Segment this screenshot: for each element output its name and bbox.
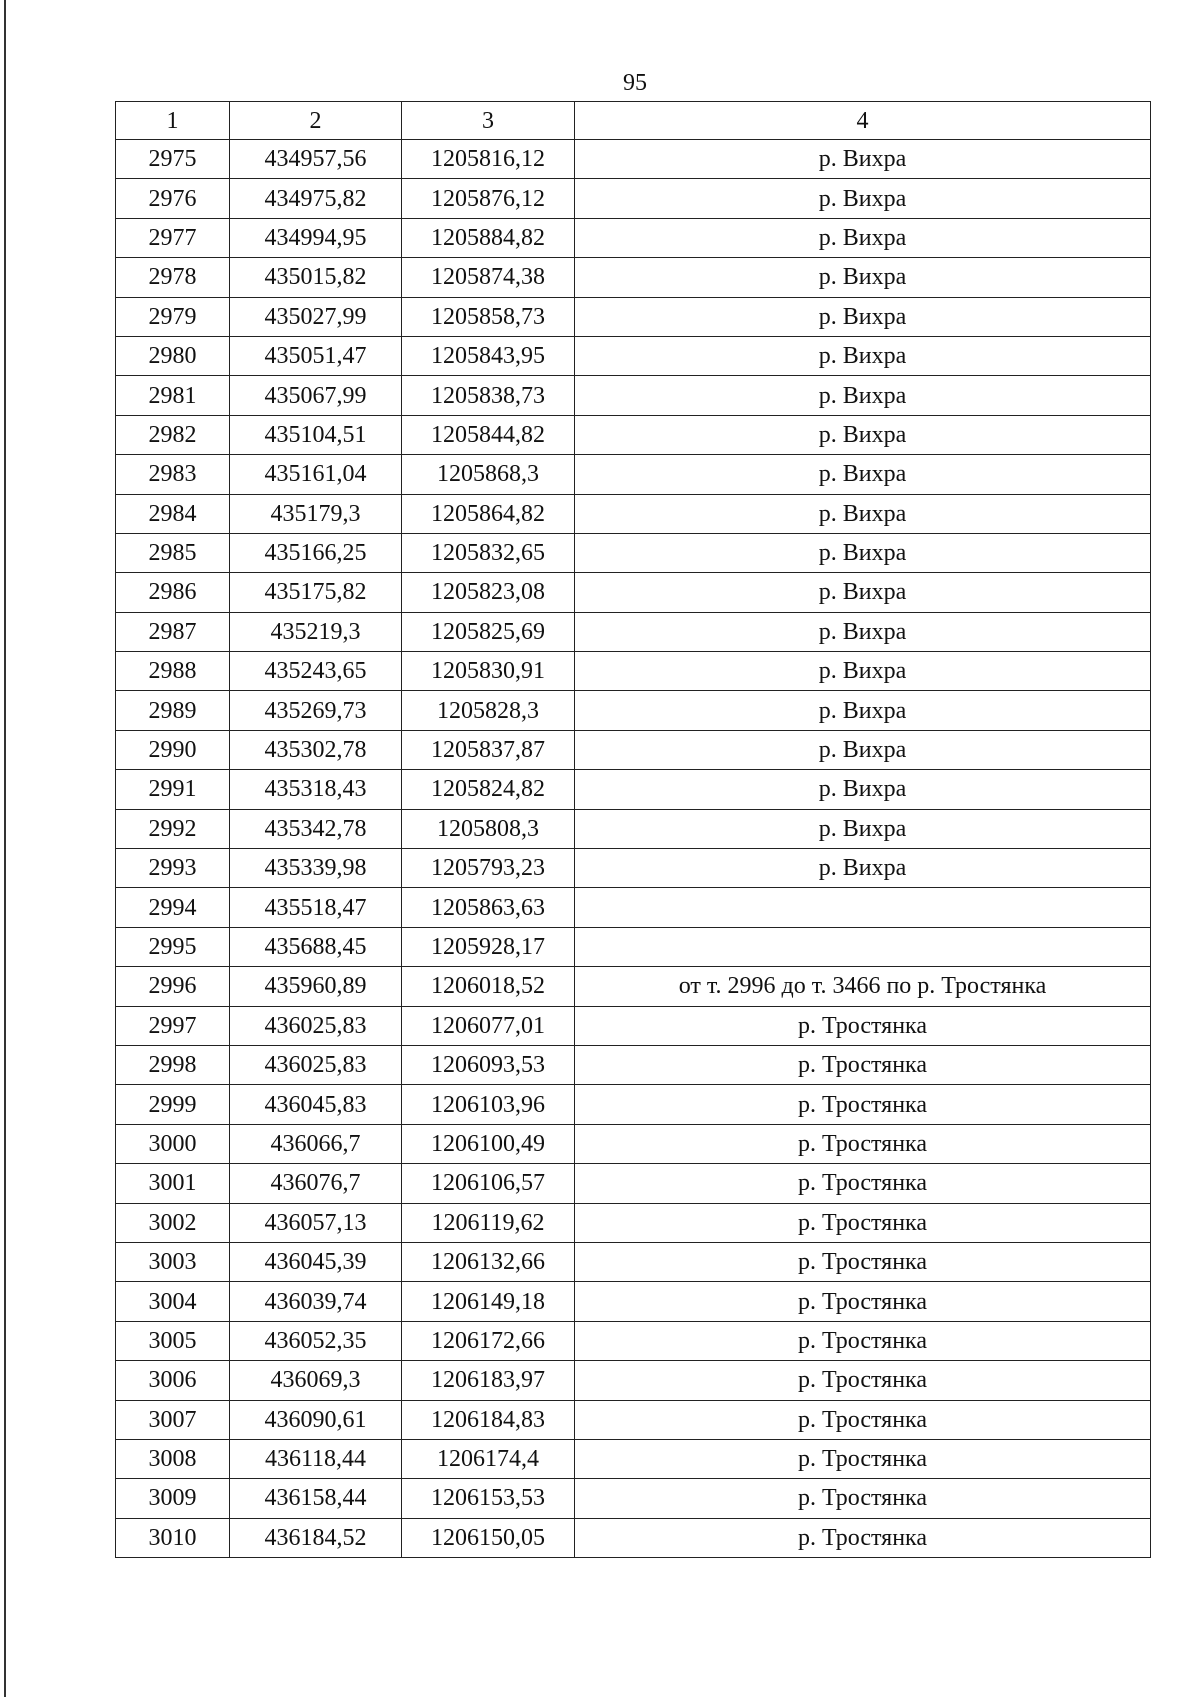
table-row [116, 455, 1151, 494]
y-coordinate-cell: 1206077,01 [402, 1006, 575, 1045]
description-cell: р. Тростянка [575, 1124, 1151, 1163]
x-coordinate-cell: 435518,47 [230, 888, 402, 927]
table-body [116, 140, 1151, 1558]
description-cell: р. Тростянка [575, 1321, 1151, 1360]
y-coordinate-cell: 1206183,97 [402, 1361, 575, 1400]
description-cell: р. Вихра [575, 533, 1151, 572]
table-row [116, 1518, 1151, 1557]
y-coordinate-cell: 1205823,08 [402, 573, 575, 612]
y-coordinate-cell: 1206149,18 [402, 1282, 575, 1321]
point-number-cell: 2994 [116, 888, 230, 927]
x-coordinate-cell: 436025,83 [230, 1006, 402, 1045]
point-number-cell: 2995 [116, 927, 230, 966]
point-number-cell: 3010 [116, 1518, 230, 1557]
table-header-row [116, 102, 1151, 140]
point-number-cell: 3007 [116, 1400, 230, 1439]
x-coordinate-cell: 435027,99 [230, 297, 402, 336]
x-coordinate-cell: 436052,35 [230, 1321, 402, 1360]
x-coordinate-cell: 434994,95 [230, 218, 402, 257]
x-coordinate-cell: 435166,25 [230, 533, 402, 572]
table-row [116, 927, 1151, 966]
point-number-cell: 2983 [116, 455, 230, 494]
y-coordinate-cell: 1205928,17 [402, 927, 575, 966]
point-number-cell: 3002 [116, 1203, 230, 1242]
table-row [116, 1006, 1151, 1045]
table-row [116, 415, 1151, 454]
x-coordinate-cell: 436066,7 [230, 1124, 402, 1163]
y-coordinate-cell: 1205868,3 [402, 455, 575, 494]
table-row [116, 691, 1151, 730]
point-number-cell: 3004 [116, 1282, 230, 1321]
point-number-cell: 2992 [116, 809, 230, 848]
y-coordinate-cell: 1205832,65 [402, 533, 575, 572]
x-coordinate-cell: 435269,73 [230, 691, 402, 730]
x-coordinate-cell: 436118,44 [230, 1439, 402, 1478]
x-coordinate-cell: 436045,39 [230, 1242, 402, 1281]
table-row [116, 376, 1151, 415]
table-row [116, 612, 1151, 651]
table-row [116, 179, 1151, 218]
y-coordinate-cell: 1206150,05 [402, 1518, 575, 1557]
y-coordinate-cell: 1206093,53 [402, 1045, 575, 1084]
header-cell-y-coordinate: 3 [402, 102, 575, 140]
point-number-cell: 2993 [116, 849, 230, 888]
point-number-cell: 2989 [116, 691, 230, 730]
table-row [116, 809, 1151, 848]
description-cell: р. Тростянка [575, 1045, 1151, 1084]
point-number-cell: 2987 [116, 612, 230, 651]
y-coordinate-cell: 1205844,82 [402, 415, 575, 454]
y-coordinate-cell: 1205808,3 [402, 809, 575, 848]
y-coordinate-cell: 1206174,4 [402, 1439, 575, 1478]
point-number-cell: 2998 [116, 1045, 230, 1084]
point-number-cell: 2986 [116, 573, 230, 612]
x-coordinate-cell: 436039,74 [230, 1282, 402, 1321]
point-number-cell: 3003 [116, 1242, 230, 1281]
page-number: 95 [623, 70, 647, 96]
x-coordinate-cell: 436184,52 [230, 1518, 402, 1557]
y-coordinate-cell: 1205884,82 [402, 218, 575, 257]
table-row [116, 1282, 1151, 1321]
table-row [116, 218, 1151, 257]
description-cell: р. Вихра [575, 455, 1151, 494]
x-coordinate-cell: 435339,98 [230, 849, 402, 888]
x-coordinate-cell: 436057,13 [230, 1203, 402, 1242]
table-row [116, 573, 1151, 612]
point-number-cell: 2984 [116, 494, 230, 533]
y-coordinate-cell: 1206172,66 [402, 1321, 575, 1360]
x-coordinate-cell: 434975,82 [230, 179, 402, 218]
x-coordinate-cell: 435179,3 [230, 494, 402, 533]
x-coordinate-cell: 436090,61 [230, 1400, 402, 1439]
x-coordinate-cell: 435302,78 [230, 730, 402, 769]
y-coordinate-cell: 1205824,82 [402, 770, 575, 809]
x-coordinate-cell: 435318,43 [230, 770, 402, 809]
table-row [116, 652, 1151, 691]
table-row [116, 336, 1151, 375]
description-cell: р. Тростянка [575, 1361, 1151, 1400]
y-coordinate-cell: 1206153,53 [402, 1479, 575, 1518]
point-number-cell: 2977 [116, 218, 230, 257]
x-coordinate-cell: 435219,3 [230, 612, 402, 651]
description-cell: р. Тростянка [575, 1242, 1151, 1281]
y-coordinate-cell: 1205876,12 [402, 179, 575, 218]
description-cell: р. Вихра [575, 494, 1151, 533]
point-number-cell: 2990 [116, 730, 230, 769]
coordinates-table [115, 101, 1151, 1558]
x-coordinate-cell: 436069,3 [230, 1361, 402, 1400]
y-coordinate-cell: 1206103,96 [402, 1085, 575, 1124]
y-coordinate-cell: 1206106,57 [402, 1164, 575, 1203]
x-coordinate-cell: 436076,7 [230, 1164, 402, 1203]
y-coordinate-cell: 1206018,52 [402, 967, 575, 1006]
description-cell [575, 888, 1151, 927]
point-number-cell: 2975 [116, 140, 230, 179]
description-cell: р. Тростянка [575, 1400, 1151, 1439]
table-row [116, 258, 1151, 297]
point-number-cell: 2997 [116, 1006, 230, 1045]
point-number-cell: 2999 [116, 1085, 230, 1124]
description-cell: р. Вихра [575, 573, 1151, 612]
description-cell: р. Тростянка [575, 1085, 1151, 1124]
point-number-cell: 2985 [116, 533, 230, 572]
binding-line [4, 0, 6, 1697]
point-number-cell: 2980 [116, 336, 230, 375]
x-coordinate-cell: 436025,83 [230, 1045, 402, 1084]
table-row [116, 1085, 1151, 1124]
point-number-cell: 2979 [116, 297, 230, 336]
y-coordinate-cell: 1205825,69 [402, 612, 575, 651]
point-number-cell: 3008 [116, 1439, 230, 1478]
description-cell: р. Вихра [575, 376, 1151, 415]
table-row [116, 1164, 1151, 1203]
table-row [116, 1045, 1151, 1084]
y-coordinate-cell: 1205864,82 [402, 494, 575, 533]
table-row [116, 1400, 1151, 1439]
table-row [116, 1203, 1151, 1242]
table-row [116, 888, 1151, 927]
x-coordinate-cell: 435175,82 [230, 573, 402, 612]
description-cell: р. Тростянка [575, 1439, 1151, 1478]
y-coordinate-cell: 1205830,91 [402, 652, 575, 691]
x-coordinate-cell: 434957,56 [230, 140, 402, 179]
description-cell: р. Тростянка [575, 1479, 1151, 1518]
y-coordinate-cell: 1206132,66 [402, 1242, 575, 1281]
y-coordinate-cell: 1206100,49 [402, 1124, 575, 1163]
table-row [116, 1242, 1151, 1281]
header-cell-x-coordinate: 2 [230, 102, 402, 140]
x-coordinate-cell: 435243,65 [230, 652, 402, 691]
description-cell: р. Вихра [575, 336, 1151, 375]
table-row [116, 140, 1151, 179]
header-cell-point-number: 1 [116, 102, 230, 140]
description-cell [575, 927, 1151, 966]
point-number-cell: 3006 [116, 1361, 230, 1400]
x-coordinate-cell: 435067,99 [230, 376, 402, 415]
y-coordinate-cell: 1205793,23 [402, 849, 575, 888]
description-cell: р. Вихра [575, 849, 1151, 888]
x-coordinate-cell: 436045,83 [230, 1085, 402, 1124]
point-number-cell: 2988 [116, 652, 230, 691]
y-coordinate-cell: 1205874,38 [402, 258, 575, 297]
table-row [116, 1439, 1151, 1478]
description-cell: р. Тростянка [575, 1282, 1151, 1321]
description-cell: р. Вихра [575, 140, 1151, 179]
point-number-cell: 2982 [116, 415, 230, 454]
description-cell: р. Тростянка [575, 1518, 1151, 1557]
description-cell: р. Вихра [575, 809, 1151, 848]
y-coordinate-cell: 1205863,63 [402, 888, 575, 927]
y-coordinate-cell: 1205828,3 [402, 691, 575, 730]
y-coordinate-cell: 1206184,83 [402, 1400, 575, 1439]
table-row [116, 1361, 1151, 1400]
table-row [116, 1124, 1151, 1163]
description-cell: р. Тростянка [575, 1203, 1151, 1242]
table-row [116, 297, 1151, 336]
description-cell: от т. 2996 до т. 3466 по р. Тростянка [575, 967, 1151, 1006]
description-cell: р. Вихра [575, 730, 1151, 769]
x-coordinate-cell: 435104,51 [230, 415, 402, 454]
point-number-cell: 2981 [116, 376, 230, 415]
table-row [116, 849, 1151, 888]
y-coordinate-cell: 1206119,62 [402, 1203, 575, 1242]
description-cell: р. Вихра [575, 415, 1151, 454]
description-cell: р. Вихра [575, 179, 1151, 218]
x-coordinate-cell: 435688,45 [230, 927, 402, 966]
table-row [116, 533, 1151, 572]
description-cell: р. Вихра [575, 258, 1151, 297]
point-number-cell: 3000 [116, 1124, 230, 1163]
x-coordinate-cell: 435015,82 [230, 258, 402, 297]
description-cell: р. Вихра [575, 652, 1151, 691]
description-cell: р. Вихра [575, 297, 1151, 336]
table-row [116, 1321, 1151, 1360]
point-number-cell: 2978 [116, 258, 230, 297]
point-number-cell: 2991 [116, 770, 230, 809]
description-cell: р. Вихра [575, 770, 1151, 809]
description-cell: р. Тростянка [575, 1164, 1151, 1203]
y-coordinate-cell: 1205837,87 [402, 730, 575, 769]
x-coordinate-cell: 435051,47 [230, 336, 402, 375]
point-number-cell: 3001 [116, 1164, 230, 1203]
table-row [116, 730, 1151, 769]
y-coordinate-cell: 1205816,12 [402, 140, 575, 179]
y-coordinate-cell: 1205858,73 [402, 297, 575, 336]
x-coordinate-cell: 435161,04 [230, 455, 402, 494]
y-coordinate-cell: 1205843,95 [402, 336, 575, 375]
point-number-cell: 2996 [116, 967, 230, 1006]
description-cell: р. Вихра [575, 691, 1151, 730]
table-row [116, 494, 1151, 533]
x-coordinate-cell: 435342,78 [230, 809, 402, 848]
description-cell: р. Вихра [575, 218, 1151, 257]
header-cell-description: 4 [575, 102, 1151, 140]
x-coordinate-cell: 435960,89 [230, 967, 402, 1006]
point-number-cell: 2976 [116, 179, 230, 218]
table-row [116, 967, 1151, 1006]
table-row [116, 1479, 1151, 1518]
table-row [116, 770, 1151, 809]
description-cell: р. Тростянка [575, 1006, 1151, 1045]
y-coordinate-cell: 1205838,73 [402, 376, 575, 415]
description-cell: р. Вихра [575, 612, 1151, 651]
x-coordinate-cell: 436158,44 [230, 1479, 402, 1518]
point-number-cell: 3009 [116, 1479, 230, 1518]
point-number-cell: 3005 [116, 1321, 230, 1360]
